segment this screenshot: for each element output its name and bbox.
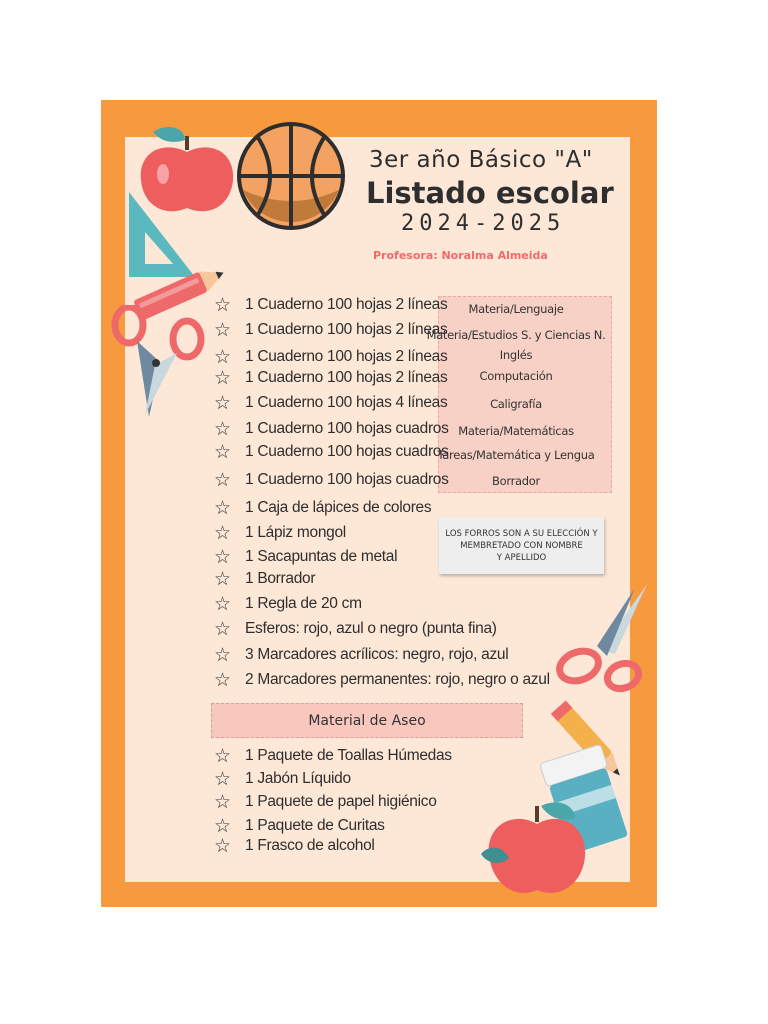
list-item [214, 768, 351, 790]
basketball-icon [235, 120, 347, 232]
list-item [214, 644, 508, 666]
grade-heading: 3er año Básico "A" [369, 147, 593, 173]
scissors-icon [109, 305, 209, 420]
list-item [214, 546, 397, 568]
subjects-box [438, 296, 612, 493]
item-label: 1 Cuaderno 100 hojas 4 líneas [245, 394, 448, 411]
subject-label: Materia/Estudios S. y Ciencias N. [426, 328, 606, 342]
list-item [214, 815, 385, 837]
star-icon: ☆ [214, 644, 232, 666]
list-item [214, 568, 315, 590]
item-label: Esferos: rojo, azul o negro (punta fina) [245, 620, 497, 637]
star-icon: ☆ [214, 669, 232, 691]
item-label: 1 Frasco de alcohol [245, 837, 375, 854]
item-label: 2 Marcadores permanentes: rojo, negro o azul [245, 671, 550, 688]
list-item [214, 522, 346, 544]
list-item [214, 593, 362, 615]
apple-icon-bottom [479, 792, 594, 907]
item-label: 1 Paquete de papel higiénico [245, 793, 437, 810]
star-icon: ☆ [214, 618, 232, 640]
item-label: 1 Cuaderno 100 hojas cuadros [245, 471, 449, 488]
item-label: 1 Cuaderno 100 hojas cuadros [245, 443, 449, 460]
item-label: 1 Lápiz mongol [245, 524, 346, 541]
note-line: MEMBRETADO CON NOMBRE [460, 540, 583, 551]
item-label: 1 Cuaderno 100 hojas 2 líneas [245, 348, 448, 365]
star-icon: ☆ [214, 768, 232, 790]
item-label: 1 Sacapuntas de metal [245, 548, 398, 565]
star-icon: ☆ [214, 522, 232, 544]
list-item [214, 469, 449, 491]
teacher-name: Profesora: Noralma Almeida [373, 249, 548, 262]
list-item [214, 835, 375, 857]
star-icon: ☆ [214, 469, 232, 491]
subject-label: Borrador [492, 474, 540, 488]
list-item [214, 346, 447, 368]
subject-label: Inglés [499, 348, 533, 362]
item-label: 1 Cuaderno 100 hojas 2 líneas [245, 369, 448, 386]
star-icon: ☆ [214, 815, 232, 837]
star-icon: ☆ [214, 418, 232, 440]
item-label: 1 Jabón Líquido [245, 770, 351, 787]
item-label: 1 Caja de lápices de colores [245, 499, 432, 516]
star-icon: ☆ [214, 367, 232, 389]
item-label: 3 Marcadores acrílicos: negro, rojo, azul [245, 646, 509, 663]
list-item [214, 669, 550, 691]
star-icon: ☆ [214, 392, 232, 414]
page-title: Listado escolar [366, 176, 614, 210]
school-year: 2024-2025 [401, 211, 566, 236]
list-item [214, 441, 449, 463]
item-label: 1 Cuaderno 100 hojas cuadros [245, 420, 449, 437]
list-item [214, 791, 437, 813]
subject-label: Computación [479, 369, 553, 383]
scissors-icon-bottom [551, 580, 661, 695]
item-label: 1 Cuaderno 100 hojas 2 líneas [245, 296, 448, 313]
star-icon: ☆ [214, 593, 232, 615]
item-label: 1 Regla de 20 cm [245, 595, 362, 612]
list-item [214, 418, 449, 440]
star-icon: ☆ [214, 791, 232, 813]
list-item [214, 745, 452, 767]
star-icon: ☆ [214, 745, 232, 767]
subject-label: Caligrafía [490, 397, 542, 411]
subject-label: Materia/Lenguaje [468, 302, 564, 316]
note-line: Y APELLIDO [496, 552, 547, 563]
item-label: 1 Paquete de Curitas [245, 817, 385, 834]
list-item [214, 319, 447, 341]
item-label: 1 Borrador [245, 570, 316, 587]
item-label: 1 Paquete de Toallas Húmedas [245, 747, 452, 764]
star-icon: ☆ [214, 441, 232, 463]
star-icon: ☆ [214, 346, 232, 368]
star-icon: ☆ [214, 294, 232, 316]
list-item [214, 497, 431, 519]
list-item [214, 294, 447, 316]
subject-label: Tareas/Matemática y Lengua [437, 448, 595, 462]
note-card [439, 517, 604, 574]
flyer-page [101, 100, 657, 907]
star-icon: ☆ [214, 568, 232, 590]
star-icon: ☆ [214, 319, 232, 341]
list-item [214, 618, 497, 640]
star-icon: ☆ [214, 497, 232, 519]
hygiene-heading: Material de Aseo [211, 703, 523, 738]
list-item [214, 367, 447, 389]
star-icon: ☆ [214, 835, 232, 857]
list-item [214, 392, 447, 414]
star-icon: ☆ [214, 546, 232, 568]
subject-label: Materia/Matemáticas [458, 424, 574, 438]
note-line: LOS FORROS SON A SU ELECCIÓN Y [445, 528, 598, 539]
item-label: 1 Cuaderno 100 hojas 2 líneas [245, 321, 448, 338]
